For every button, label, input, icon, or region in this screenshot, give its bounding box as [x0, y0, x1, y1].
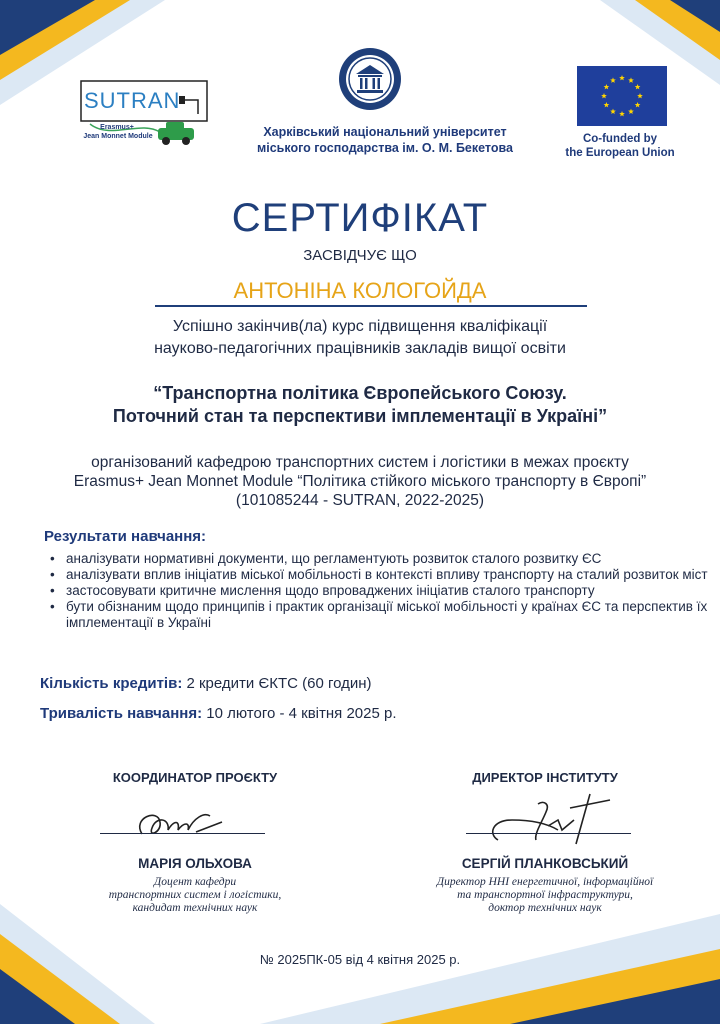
duration-label: Тривалість навчання:	[40, 705, 203, 722]
result-text: аналізувати нормативні документи, що регламентують розвиток сталого розвитку ЄС	[66, 551, 602, 566]
right-role-line-3: доктор технічних наук	[488, 902, 602, 914]
credits-row	[40, 675, 372, 692]
university-name	[220, 124, 550, 156]
car-icon	[158, 122, 194, 145]
organized-line-2: Erasmus+ Jean Monnet Module “Політика стійкого міського транспорту в Європі”	[73, 473, 647, 490]
duration-value: 10 лютого - 4 квітня 2025 р.	[202, 705, 397, 722]
certificate-number: № 2025ПК-05 від 4 квітня 2025 р.	[259, 952, 461, 967]
signature-icon	[478, 790, 618, 854]
result-text: застосовувати критичне мислення щодо впроваджених ініціатив сталого транспорту	[66, 583, 595, 598]
recipient-name: АНТОНІНА КОЛОГОЙДА	[233, 278, 487, 303]
credits-label: Кількість кредитів:	[40, 675, 183, 692]
right-signatory-title: ДИРЕКТОР ІНСТИТУТУ	[472, 770, 618, 785]
results-heading: Результати навчання:	[44, 528, 207, 545]
left-signatory-name: МАРІЯ ОЛЬХОВА	[138, 856, 252, 871]
organized-text	[0, 453, 720, 510]
completion-text	[0, 316, 720, 360]
right-signature-line	[466, 833, 631, 834]
eu-cofunded-text	[560, 132, 680, 160]
eu-text-line-2: the European Union	[565, 147, 675, 159]
left-signatory-title: КООРДИНАТОР ПРОЄКТУ	[112, 770, 278, 785]
sutran-logo	[80, 80, 208, 148]
left-signature-line	[100, 833, 265, 834]
course-title	[0, 382, 720, 428]
right-signatory-role	[395, 876, 695, 915]
eu-flag-icon	[577, 66, 667, 130]
completion-line-2: науково-педагогічних працівників закладів вищої освіти	[154, 340, 566, 357]
signature-icon	[130, 798, 240, 850]
eu-text-line-1: Co-funded by	[582, 133, 658, 145]
left-role-line-2: транспортних систем і логістики,	[108, 889, 282, 901]
results-list	[48, 551, 708, 631]
right-role-line-2: та транспортної інфраструктури,	[457, 889, 633, 901]
certificate-title: СЕРТИФІКАТ	[231, 196, 489, 240]
sutran-logo-subtitle-1: Erasmus+	[100, 124, 134, 131]
university-emblem-icon	[337, 46, 403, 116]
completion-line-1: Успішно закінчив(ла) курс підвищення кваліфікації	[172, 318, 548, 335]
certifies-label: ЗАСВІДЧУЄ ЩО	[303, 247, 417, 264]
list-item: • застосовувати критичне мислення щодо впроваджених ініціатив сталого транспорту	[50, 583, 595, 598]
result-text: бути обізнаним щодо принципів і практик організації міської мобільності у країнах ЄС та перспектив їх імплементації в Україні	[66, 599, 708, 630]
sutran-logo-subtitle-2: Jean Monnet Module	[83, 133, 153, 140]
right-signatory-name: СЕРГІЙ ПЛАНКОВСЬКИЙ	[461, 856, 629, 871]
result-text: аналізувати вплив ініціатив міської мобільності в контексті впливу транспорту на сталий розвиток міст	[66, 567, 708, 582]
list-item: • бути обізнаним щодо принципів і практик організації міської мобільності у країнах ЄС та перспектив їх імплементації в Україні	[50, 599, 708, 630]
left-role-line-1: Доцент кафедри	[153, 876, 237, 888]
university-name-line-2: міського господарства ім. О. М. Бекетова	[257, 141, 513, 155]
right-role-line-1: Директор ННІ енергетичної, інформаційної	[436, 876, 654, 888]
list-item: • аналізувати нормативні документи, що регламентують розвиток сталого розвитку ЄС	[50, 551, 602, 566]
course-title-line-2: Поточний стан та перспективи імплементації в Україні”	[112, 406, 608, 426]
course-title-line-1: “Транспортна політика Європейського Союзу.	[153, 383, 567, 403]
sutran-logo-name: SUTRAN	[84, 88, 181, 113]
organized-line-1: організований кафедрою транспортних систем і логістики в межах проєкту	[91, 454, 629, 471]
left-role-line-3: кандидат технічних наук	[132, 902, 258, 914]
university-name-line-1: Харківський національний університет	[263, 125, 507, 139]
recipient-underline	[155, 305, 587, 307]
left-signatory-role	[45, 876, 345, 915]
duration-row	[40, 705, 397, 722]
credits-value: 2 кредити ЄКТС (60 годин)	[182, 675, 372, 692]
list-item: • аналізувати вплив ініціатив міської мобільності в контексті впливу транспорту на сталий розвиток міст	[50, 567, 708, 582]
organized-line-3: (101085244 - SUTRAN, 2022-2025)	[235, 492, 485, 509]
